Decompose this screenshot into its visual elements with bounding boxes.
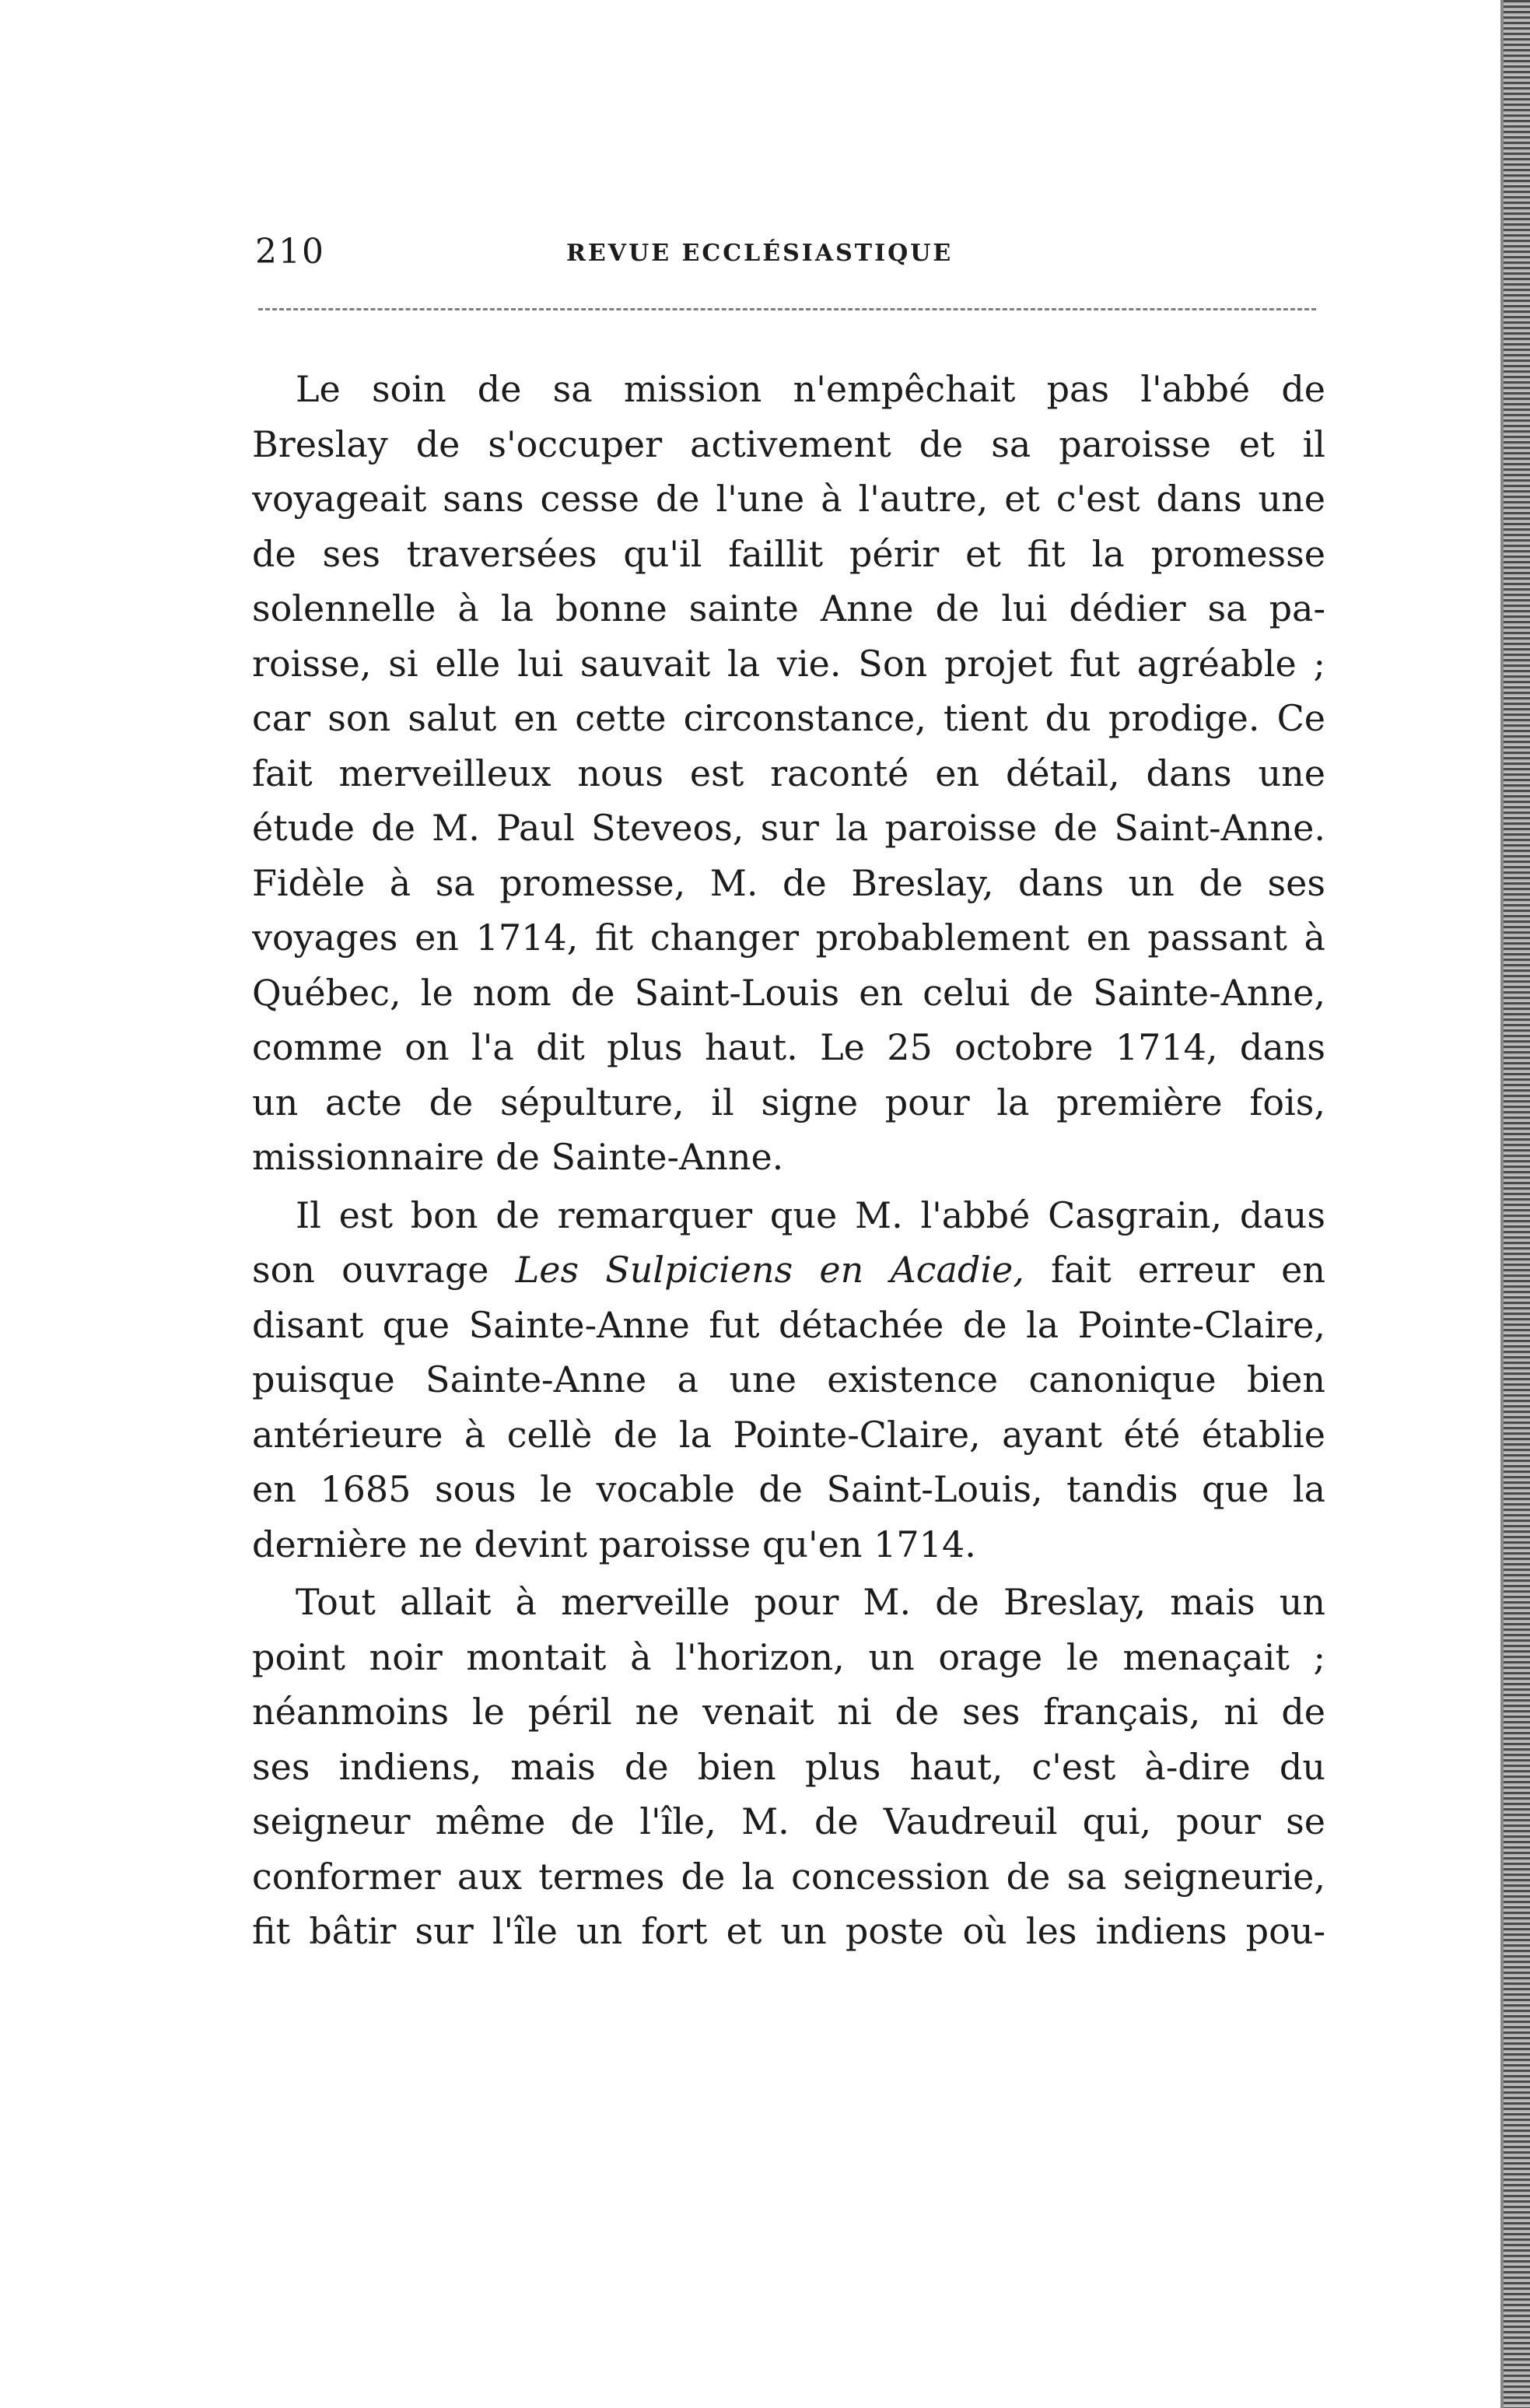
- text-line: fait merveilleux nous est raconté en détail, dans une: [252, 752, 1325, 794]
- paragraph-3: [252, 1575, 1325, 1959]
- text-line: conformer aux termes de la concession de sa seigneurie,: [252, 1855, 1325, 1898]
- text-line: comme on l'a dit plus haut. Le 25 octobre 1714, dans: [252, 1026, 1325, 1068]
- text-line: seigneur même de l'île, M. de Vaudreuil qui, pour se: [252, 1800, 1325, 1842]
- text-line: de ses traversées qu'il faillit périr et fit la promesse: [252, 532, 1325, 575]
- text-line: un acte de sépulture, il signe pour la première fois,: [252, 1081, 1325, 1123]
- book-title: Les Sulpiciens en Acadie,: [515, 1249, 1024, 1291]
- paragraph-1: [252, 362, 1325, 1185]
- header-rule: [258, 308, 1316, 310]
- text-line: voyages en 1714, fit changer probablement en passant à: [252, 917, 1325, 959]
- text-line: solennelle à la bonne sainte Anne de lui dédier sa pa-: [252, 587, 1325, 629]
- text-line: Tout allait à merveille pour M. de Breslay, mais un: [296, 1581, 1325, 1623]
- text-line: voyageait sans cesse de l'une à l'autre, et c'est dans une: [252, 478, 1325, 520]
- text-line: Québec, le nom de Saint-Louis en celui de Sainte-Anne,: [252, 971, 1325, 1014]
- text-line: dernière ne devint paroisse qu'en 1714.: [252, 1523, 976, 1565]
- text-line: disant que Sainte-Anne fut détachée de la Pointe-Claire,: [252, 1303, 1325, 1346]
- running-head: [255, 232, 1313, 286]
- text-line: Le soin de sa mission n'empêchait pas l'abbé de: [296, 368, 1325, 410]
- running-title: REVUE ECCLÉSIASTIQUE: [566, 240, 954, 267]
- text-line: Il est bon de remarquer que M. l'abbé Casgrain, daus: [296, 1193, 1325, 1236]
- text-line: fit bâtir sur l'île un fort et un poste où les indiens pou-: [252, 1910, 1325, 1952]
- text-line: missionnaire de Sainte-Anne.: [252, 1136, 784, 1178]
- paragraph-2: [252, 1188, 1325, 1572]
- text-line: Fidèle à sa promesse, M. de Breslay, dans un de ses: [252, 861, 1325, 904]
- text-line: antérieure à cellè de la Pointe-Claire, ayant été établie: [252, 1413, 1325, 1456]
- text-line: en 1685 sous le vocable de Saint-Louis, tandis que la: [252, 1468, 1325, 1510]
- text-line: roisse, si elle lui sauvait la vie. Son projet fut agréable ;: [252, 642, 1325, 685]
- text-line: car son salut en cette circonstance, tient du prodige. Ce: [252, 697, 1325, 739]
- text-line: étude de M. Paul Steveos, sur la paroisse de Saint-Anne.: [252, 807, 1325, 849]
- text-line: puisque Sainte-Anne a une existence canonique bien: [252, 1358, 1325, 1400]
- text-line: point noir montait à l'horizon, un orage le menaçait ;: [252, 1635, 1325, 1678]
- text-line: son ouvrage Les Sulpiciens en Acadie, fait erreur en: [252, 1249, 1325, 1291]
- text-line: Breslay de s'occuper activement de sa paroisse et il: [252, 422, 1325, 465]
- body-text: [252, 362, 1325, 1959]
- text-line: néanmoins le péril ne venait ni de ses français, ni de: [252, 1691, 1325, 1733]
- scan-page-edge: [1504, 0, 1530, 2408]
- text-line: ses indiens, mais de bien plus haut, c'est à-dire du: [252, 1745, 1325, 1788]
- page-number: 210: [255, 232, 325, 272]
